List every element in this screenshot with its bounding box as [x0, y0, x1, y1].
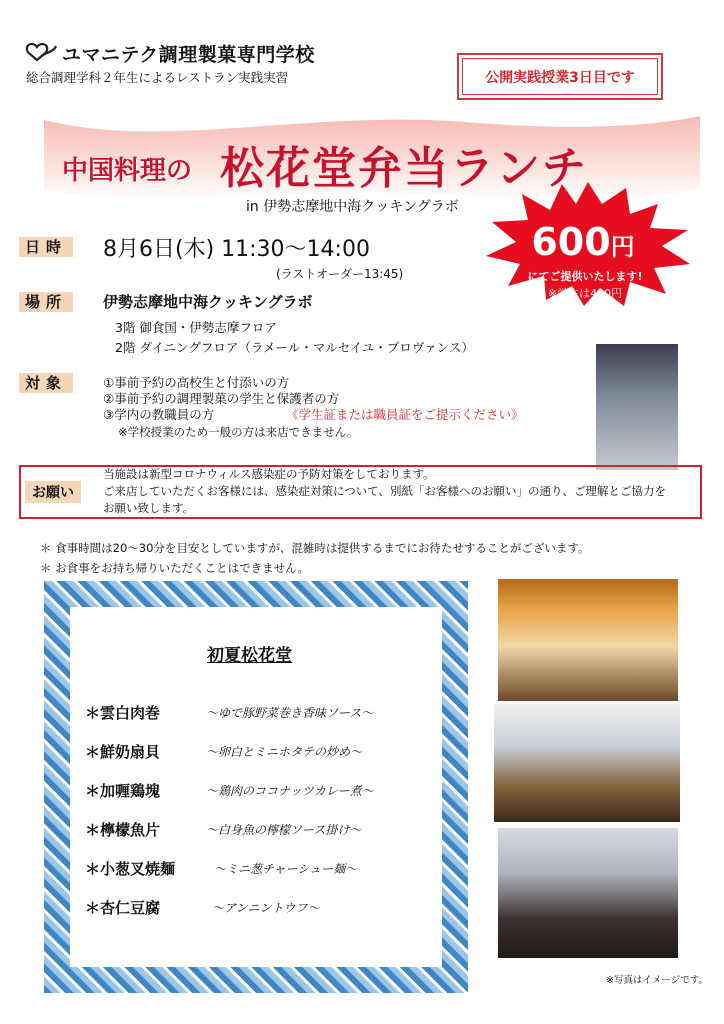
dining-room-photo: [498, 579, 678, 701]
target-item: ②事前予約の調理製菓の学生と保護者の方: [103, 391, 340, 406]
menu-item-desc: 〜白身魚の檸檬ソース掛け〜: [206, 823, 362, 837]
target-item: ③学内の教職員の方: [103, 407, 215, 422]
notice-text: 公開実践授業3日目です: [462, 58, 658, 95]
banner-title-prefix: 中国料理の: [62, 156, 193, 186]
restaurant-service-photo: [498, 828, 678, 958]
price-number: 600: [531, 220, 611, 264]
notice-box: [457, 53, 663, 100]
menu-item-name: ＊小葱叉焼麺: [85, 860, 176, 878]
banner-subtitle: in 伊勢志摩地中海クッキングラボ: [246, 199, 459, 215]
price-offer-text: にてご提供いたします!: [527, 270, 643, 283]
datetime-value: 8月6日(木) 11:30〜14:00: [103, 237, 370, 262]
student-price: ※学生は400円: [547, 287, 623, 300]
request-label: お願い: [25, 481, 81, 503]
place-floor-2: 2階 ダイニングフロア（ラメール・マルセイユ・プロヴァンス）: [115, 340, 474, 355]
menu-item-name: ＊鮮奶扇貝: [85, 743, 161, 761]
datetime-label: 日時: [19, 237, 73, 257]
id-required-note: 《学生証または職員証をご提示ください》: [286, 407, 524, 422]
price-amount: [518, 222, 648, 267]
menu-item-desc: 〜ゆで豚野菜巻き香味ソース〜: [206, 706, 374, 720]
school-name: ユマニテク調理製菓専門学校: [62, 44, 315, 66]
photo-note: ※写真はイメージです。: [606, 975, 708, 986]
menu-title: 初夏松花堂: [207, 646, 292, 666]
menu-item-name: ＊雲白肉巻: [85, 704, 161, 722]
place-name: 伊勢志摩地中海クッキングラボ: [103, 293, 313, 311]
target-item: ①事前予約の高校生と付添いの方: [103, 375, 290, 390]
note-item: ＊ お食事をお持ち帰りいただくことはできません。: [40, 561, 309, 575]
place-floor-3: 3階 御食国・伊勢志摩フロア: [115, 320, 277, 335]
menu-item-desc: 〜卵白とミニホタテの炒め〜: [206, 745, 363, 759]
place-label-wrap: [19, 291, 73, 312]
school-logo-icon: [24, 42, 58, 62]
request-text: [103, 466, 699, 517]
note-item: ＊ 食事時間は20～30分を目安としていますが、混雑時は提供するまでにお待たせすることがございます。: [40, 541, 590, 555]
request-line: お願い致します。: [103, 501, 195, 515]
price-yen: 円: [610, 233, 635, 261]
menu-item-desc: 〜鶏肉のココナッツカレー煮〜: [206, 784, 374, 798]
menu-item-name: ＊加喱鶏塊: [85, 782, 161, 800]
datetime-label-wrap: [19, 236, 73, 257]
last-order: (ラストオーダー13:45): [276, 267, 404, 281]
place-label: 場所: [19, 292, 73, 312]
request-line: ご来店していただくお客様には、感染症対策について、別紙「お客様へのお願い」の通り、ご理解とご協力を: [103, 484, 667, 498]
banner-title-main: 松花堂弁当ランチ: [220, 143, 588, 194]
students-cooking-photo: [494, 704, 680, 822]
target-label-wrap: [19, 372, 73, 393]
course-subtitle: 総合調理学科２年生によるレストラン実践実習: [26, 70, 289, 85]
public-not-allowed-note: ※学校授業のため一般の方は来店できません。: [118, 425, 359, 439]
menu-item-name: ＊杏仁豆腐: [85, 899, 161, 917]
target-label: 対象: [19, 373, 73, 393]
menu-item-desc: 〜アンニントウフ〜: [212, 901, 320, 915]
menu-item-name: ＊檸檬魚片: [85, 821, 161, 839]
entrance-banner-photo: [596, 344, 678, 470]
request-line: 当施設は新型コロナウィルス感染症の予防対策をしております。: [103, 467, 435, 481]
menu-item-desc: 〜ミニ葱チャーシュー麺〜: [214, 862, 358, 876]
